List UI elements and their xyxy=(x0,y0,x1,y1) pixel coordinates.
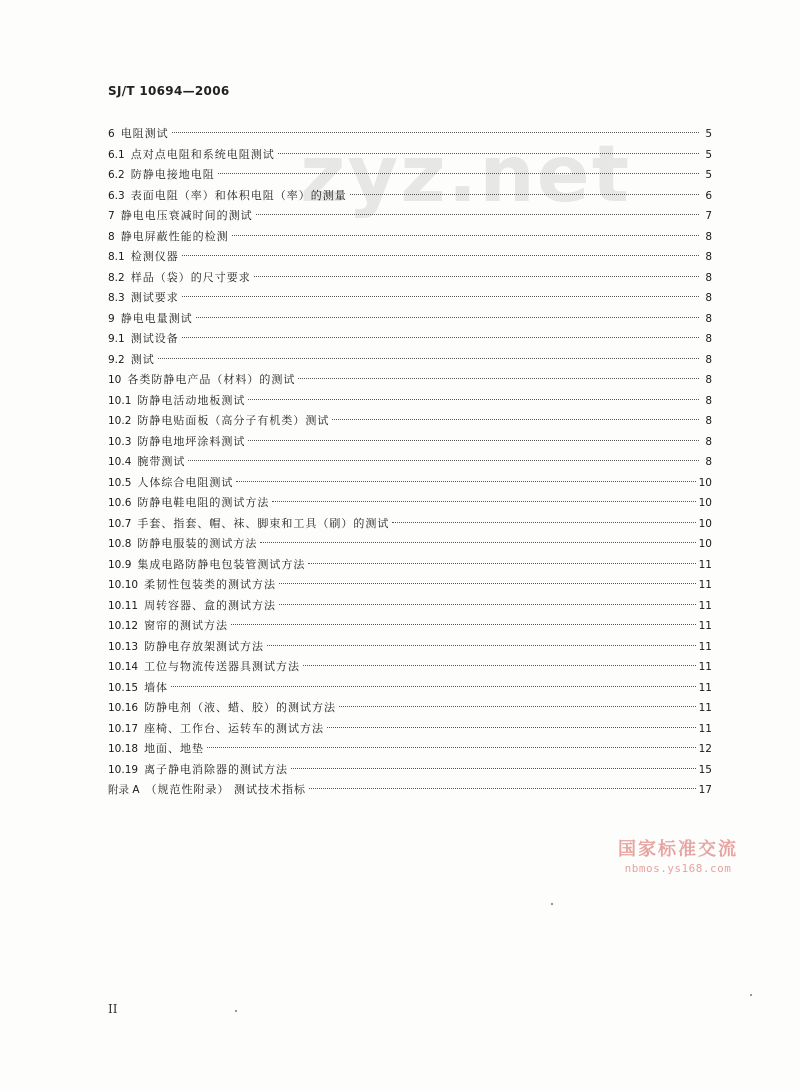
toc-leader-dots xyxy=(272,501,695,502)
toc-entry-page: 8 xyxy=(705,292,712,304)
toc-leader-dots xyxy=(248,440,699,441)
toc-leader-dots xyxy=(207,747,696,748)
toc-entry-number: 9 xyxy=(108,312,115,325)
toc-leader-dots xyxy=(254,276,699,277)
toc-entry-number: 10.13 xyxy=(108,640,139,653)
toc-entry xyxy=(108,780,712,801)
toc-entry xyxy=(108,432,712,453)
toc-entry xyxy=(108,760,712,781)
toc-leader-dots xyxy=(291,768,696,769)
toc-entry-page: 8 xyxy=(705,394,712,407)
toc-leader-dots xyxy=(232,235,699,236)
toc-leader-dots xyxy=(332,419,699,420)
toc-entry-number: 10.11 xyxy=(108,599,139,612)
toc-entry-title: 周转容器、盒的测试方法 xyxy=(144,598,277,612)
toc-leader-dots xyxy=(248,399,699,400)
stamp-url-text: nbmos.ys168.com xyxy=(624,862,732,875)
scan-speck xyxy=(750,994,752,996)
toc-entry-title: 点对点电阻和系统电阻测试 xyxy=(130,147,275,161)
toc-entry-number: 10.19 xyxy=(108,763,139,776)
toc-entry-number: 9.1 xyxy=(108,333,125,345)
toc-entry-page: 11 xyxy=(698,579,712,591)
toc-entry xyxy=(108,370,712,391)
toc-entry-number: 10.5 xyxy=(108,476,132,489)
toc-entry-number: 6.2 xyxy=(108,169,125,181)
toc-entry-number: 10.12 xyxy=(108,620,139,632)
toc-entry-title: 防静电活动地板测试 xyxy=(137,393,246,407)
standard-code: SJ/T 10694—2006 xyxy=(108,84,230,98)
toc-entry-number: 10.7 xyxy=(108,517,132,530)
toc-entry-page: 11 xyxy=(698,661,712,673)
toc-entry-title: 手套、指套、帽、袜、脚束和工具（刷）的测试 xyxy=(137,516,390,530)
toc-entry-page: 15 xyxy=(698,763,712,776)
table-of-contents xyxy=(108,124,712,801)
toc-leader-dots xyxy=(236,481,695,482)
toc-entry-number: 10.4 xyxy=(108,456,132,468)
toc-entry-page: 11 xyxy=(698,702,712,714)
toc-entry-page: 10 xyxy=(698,538,712,550)
toc-leader-dots xyxy=(182,255,699,256)
toc-entry-page: 5 xyxy=(705,128,712,140)
toc-leader-dots xyxy=(231,624,696,625)
toc-entry-title: 静电屏蔽性能的检测 xyxy=(120,229,229,243)
toc-leader-dots xyxy=(339,706,696,707)
toc-leader-dots xyxy=(298,378,699,379)
toc-entry-title: 集成电路防静电包装管测试方法 xyxy=(137,557,306,571)
toc-leader-dots xyxy=(171,686,696,687)
toc-entry-number: 7 xyxy=(108,210,115,222)
toc-entry-number: 10.10 xyxy=(108,579,139,591)
toc-entry xyxy=(108,534,712,555)
toc-leader-dots xyxy=(182,337,699,338)
toc-entry-page: 8 xyxy=(705,415,712,427)
toc-entry-page: 11 xyxy=(698,620,712,632)
toc-leader-dots xyxy=(392,522,695,523)
toc-entry-page: 6 xyxy=(705,189,712,202)
toc-entry xyxy=(108,247,712,268)
toc-entry-page: 10 xyxy=(698,476,712,489)
toc-entry-title: 离子静电消除器的测试方法 xyxy=(144,762,289,776)
toc-entry-page: 11 xyxy=(698,558,712,571)
toc-entry-number: 6.1 xyxy=(108,148,125,161)
toc-entry-title: 防静电鞋电阻的测试方法 xyxy=(137,496,270,509)
toc-entry xyxy=(108,739,712,760)
toc-entry-number: 附录 A xyxy=(108,784,140,796)
toc-entry xyxy=(108,165,712,186)
toc-entry-title: 工位与物流传送器具测试方法 xyxy=(144,660,301,673)
toc-entry-page: 7 xyxy=(705,210,712,222)
toc-entry-page: 8 xyxy=(705,251,712,263)
toc-entry-title: 样品（袋）的尺寸要求 xyxy=(130,270,251,284)
toc-entry xyxy=(108,186,712,207)
toc-entry-title: 测试要求 xyxy=(130,291,179,304)
toc-entry xyxy=(108,637,712,658)
toc-entry xyxy=(108,329,712,350)
toc-entry-title: 墙体 xyxy=(144,680,169,694)
toc-entry-title: 静电电量测试 xyxy=(120,311,193,325)
toc-entry-number: 10.2 xyxy=(108,415,132,427)
toc-entry-title: 测试设备 xyxy=(130,332,179,345)
toc-entry-title: 测试 xyxy=(130,352,155,366)
toc-entry xyxy=(108,452,712,473)
toc-entry-title: 地面、地垫 xyxy=(144,742,205,755)
toc-entry xyxy=(108,227,712,248)
toc-entry-title: 座椅、工作台、运转车的测试方法 xyxy=(144,721,325,735)
toc-leader-dots xyxy=(350,194,699,195)
toc-entry-page: 8 xyxy=(705,435,712,448)
toc-leader-dots xyxy=(267,645,696,646)
toc-entry-title: 腕带测试 xyxy=(137,455,186,468)
stamp-chinese-text: 国家标准交流 xyxy=(618,839,738,860)
toc-entry-title: 检测仪器 xyxy=(130,250,179,263)
toc-entry xyxy=(108,391,712,412)
toc-entry-title: 静电电压衰减时间的测试 xyxy=(120,209,253,222)
toc-entry-number: 8.1 xyxy=(108,251,125,263)
toc-entry-page: 8 xyxy=(705,353,712,366)
toc-entry xyxy=(108,206,712,227)
toc-entry-number: 8 xyxy=(108,230,115,243)
toc-entry-title: 防静电地坪涂料测试 xyxy=(137,434,246,448)
toc-entry xyxy=(108,288,712,309)
toc-entry-number: 8.2 xyxy=(108,271,125,284)
toc-leader-dots xyxy=(327,727,696,728)
toc-entry xyxy=(108,657,712,678)
toc-entry xyxy=(108,268,712,289)
toc-entry-page: 8 xyxy=(705,456,712,468)
toc-leader-dots xyxy=(218,173,699,174)
toc-leader-dots xyxy=(196,317,699,318)
toc-entry-title: 表面电阻（率）和体积电阻（率）的测量 xyxy=(130,188,347,202)
toc-leader-dots xyxy=(309,788,696,789)
toc-entry xyxy=(108,514,712,535)
toc-leader-dots xyxy=(308,563,695,564)
toc-entry-page: 8 xyxy=(705,271,712,284)
toc-leader-dots xyxy=(279,583,696,584)
toc-entry-title: 人体综合电阻测试 xyxy=(137,475,234,489)
toc-leader-dots xyxy=(256,214,699,215)
toc-entry xyxy=(108,145,712,166)
toc-entry-title: 柔韧性包装类的测试方法 xyxy=(144,578,277,591)
toc-leader-dots xyxy=(158,358,699,359)
toc-entry-page: 11 xyxy=(698,599,712,612)
toc-entry-page: 5 xyxy=(705,169,712,181)
toc-entry xyxy=(108,411,712,432)
toc-entry-page: 10 xyxy=(698,517,712,530)
toc-leader-dots xyxy=(303,665,696,666)
toc-entry-page: 11 xyxy=(698,681,712,694)
toc-entry-title: 各类防静电产品（材料）的测试 xyxy=(127,373,296,386)
toc-entry-number: 10.16 xyxy=(108,702,139,714)
toc-entry-number: 8.3 xyxy=(108,292,125,304)
toc-entry-number: 10.6 xyxy=(108,497,132,509)
toc-entry-title: （规范性附录） 测试技术指标 xyxy=(145,783,307,796)
toc-entry-page: 17 xyxy=(698,784,712,796)
toc-entry xyxy=(108,350,712,371)
toc-entry-page: 8 xyxy=(705,374,712,386)
toc-entry xyxy=(108,678,712,699)
toc-entry xyxy=(108,698,712,719)
toc-entry-title: 防静电接地电阻 xyxy=(130,168,215,181)
toc-entry-title: 防静电存放架测试方法 xyxy=(144,639,265,653)
toc-leader-dots xyxy=(279,604,696,605)
toc-entry-number: 10.14 xyxy=(108,661,139,673)
toc-entry xyxy=(108,473,712,494)
toc-entry-number: 10.3 xyxy=(108,435,132,448)
toc-entry-title: 防静电剂（液、蜡、胶）的测试方法 xyxy=(144,701,337,714)
toc-entry-number: 10.1 xyxy=(108,394,132,407)
toc-entry-number: 6.3 xyxy=(108,189,125,202)
toc-entry-title: 防静电贴面板（高分子有机类）测试 xyxy=(137,414,330,427)
toc-leader-dots xyxy=(182,296,699,297)
toc-entry-title: 窗帘的测试方法 xyxy=(144,619,229,632)
toc-entry-page: 8 xyxy=(705,312,712,325)
toc-entry-number: 10.9 xyxy=(108,558,132,571)
toc-entry-number: 6 xyxy=(108,128,115,140)
toc-entry-number: 10.8 xyxy=(108,538,132,550)
toc-entry xyxy=(108,719,712,740)
watermark: zyz.net xyxy=(300,130,631,220)
toc-entry-page: 8 xyxy=(705,333,712,345)
toc-entry-title: 防静电服装的测试方法 xyxy=(137,537,258,550)
toc-entry-page: 8 xyxy=(705,230,712,243)
toc-entry-page: 12 xyxy=(698,743,712,755)
toc-entry-page: 11 xyxy=(698,640,712,653)
toc-entry-number: 10.18 xyxy=(108,743,139,755)
page-number: II xyxy=(108,1002,118,1016)
toc-leader-dots xyxy=(188,460,699,461)
toc-entry xyxy=(108,493,712,514)
toc-entry-page: 10 xyxy=(698,497,712,509)
watermark-stamp xyxy=(618,835,738,875)
toc-entry-number: 10.15 xyxy=(108,681,139,694)
toc-entry xyxy=(108,575,712,596)
toc-entry-page: 5 xyxy=(705,148,712,161)
toc-leader-dots xyxy=(278,153,699,154)
toc-entry-title: 电阻测试 xyxy=(120,127,169,140)
toc-entry xyxy=(108,555,712,576)
toc-entry xyxy=(108,124,712,145)
toc-leader-dots xyxy=(260,542,695,543)
scan-speck xyxy=(235,1010,237,1012)
toc-entry-number: 9.2 xyxy=(108,353,125,366)
scan-speck xyxy=(551,903,553,905)
toc-entry-page: 11 xyxy=(698,722,712,735)
toc-entry xyxy=(108,309,712,330)
toc-entry xyxy=(108,596,712,617)
toc-leader-dots xyxy=(172,132,699,133)
toc-entry xyxy=(108,616,712,637)
toc-entry-number: 10.17 xyxy=(108,722,139,735)
toc-entry-number: 10 xyxy=(108,374,122,386)
